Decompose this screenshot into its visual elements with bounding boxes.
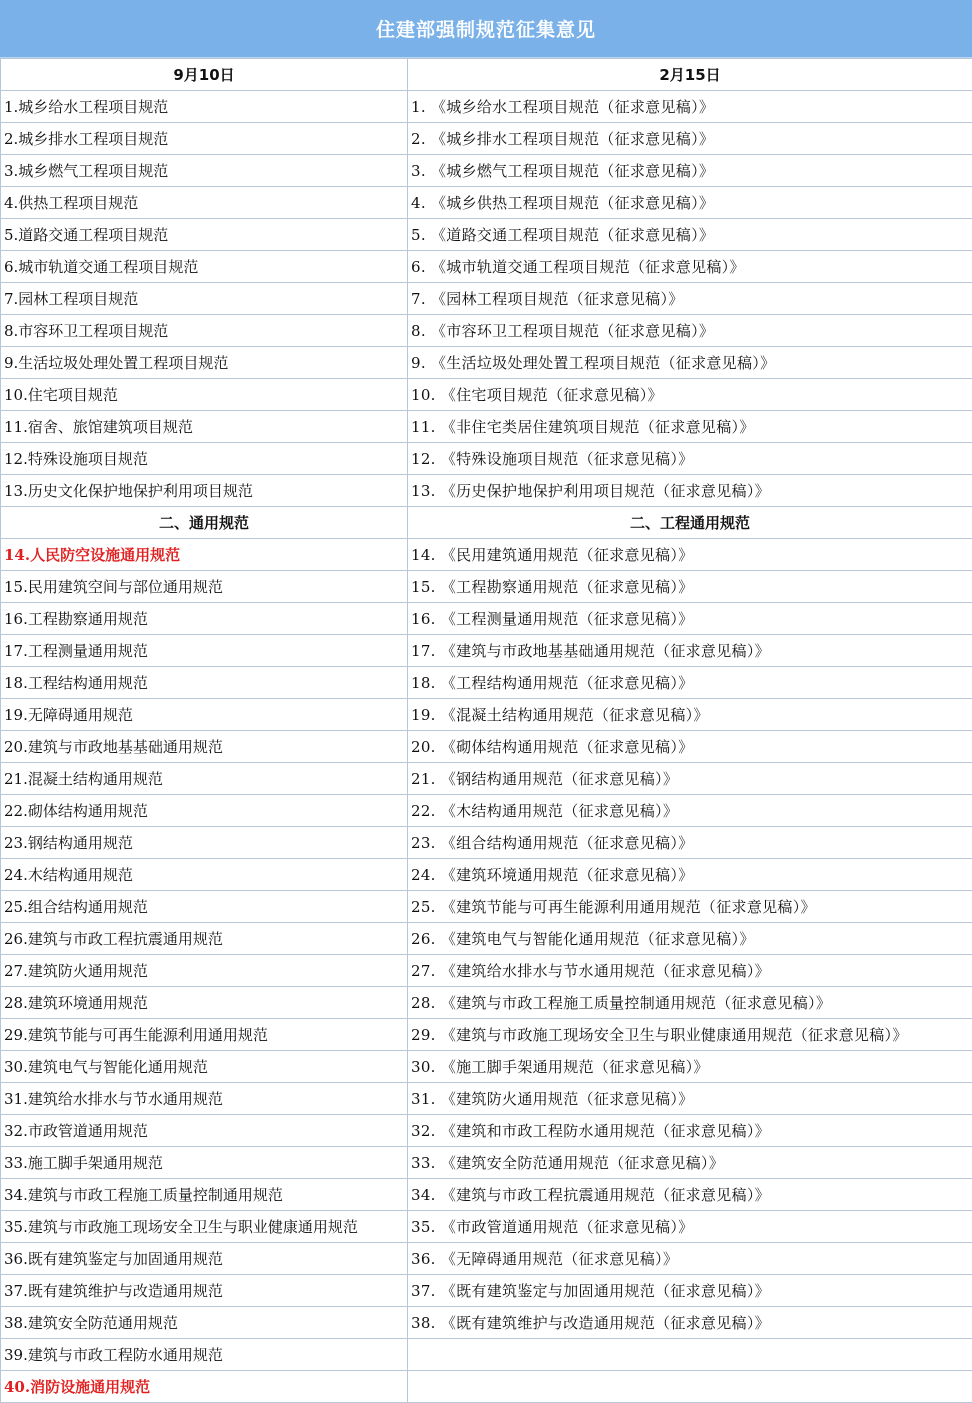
table-row	[1, 123, 972, 155]
table-cell-left: 30.建筑电气与智能化通用规范	[1, 1051, 408, 1083]
table-cell-left: 8.市容环卫工程项目规范	[1, 315, 408, 347]
table-cell-right: 11. 《非住宅类居住建筑项目规范（征求意见稿）》	[408, 411, 972, 443]
table-cell-left: 26.建筑与市政工程抗震通用规范	[1, 923, 408, 955]
table-cell-right: 3. 《城乡燃气工程项目规范（征求意见稿）》	[408, 155, 972, 187]
table-cell-right: 22. 《木结构通用规范（征求意见稿）》	[408, 795, 972, 827]
table-row	[1, 379, 972, 411]
table-cell-right: 28. 《建筑与市政工程施工质量控制通用规范（征求意见稿）》	[408, 987, 972, 1019]
table-row	[1, 795, 972, 827]
table-cell-left: 1.城乡给水工程项目规范	[1, 91, 408, 123]
table-row	[1, 155, 972, 187]
table-row	[1, 859, 972, 891]
table-cell-right: 29. 《建筑与市政施工现场安全卫生与职业健康通用规范（征求意见稿）》	[408, 1019, 972, 1051]
table-cell-left: 2.城乡排水工程项目规范	[1, 123, 408, 155]
table-cell-right: 1. 《城乡给水工程项目规范（征求意见稿）》	[408, 91, 972, 123]
table-cell-right: 18. 《工程结构通用规范（征求意见稿）》	[408, 667, 972, 699]
table-cell-right: 36. 《无障碍通用规范（征求意见稿）》	[408, 1243, 972, 1275]
table-cell-right: 25. 《建筑节能与可再生能源利用通用规范（征求意见稿）》	[408, 891, 972, 923]
table-cell-right: 38. 《既有建筑维护与改造通用规范（征求意见稿）》	[408, 1307, 972, 1339]
table-cell-right: 32. 《建筑和市政工程防水通用规范（征求意见稿）》	[408, 1115, 972, 1147]
table-row	[1, 315, 972, 347]
table-cell-left: 36.既有建筑鉴定与加固通用规范	[1, 1243, 408, 1275]
table-row	[1, 635, 972, 667]
table-row	[1, 1307, 972, 1339]
table-row	[1, 571, 972, 603]
table-cell-left: 24.木结构通用规范	[1, 859, 408, 891]
table-row	[1, 603, 972, 635]
table-cell-right: 9. 《生活垃圾处理处置工程项目规范（征求意见稿）》	[408, 347, 972, 379]
column-header-right: 2月15日	[408, 59, 972, 91]
section-header-row	[1, 507, 972, 539]
table-cell-right	[408, 1371, 972, 1403]
table-cell-left: 31.建筑给水排水与节水通用规范	[1, 1083, 408, 1115]
table-row	[1, 1339, 972, 1371]
table-row	[1, 1179, 972, 1211]
column-header-left: 9月10日	[1, 59, 408, 91]
table-row	[1, 1115, 972, 1147]
table-cell-right: 23. 《组合结构通用规范（征求意见稿）》	[408, 827, 972, 859]
table-row	[1, 219, 972, 251]
table-cell-left: 17.工程测量通用规范	[1, 635, 408, 667]
table-cell-left: 33.施工脚手架通用规范	[1, 1147, 408, 1179]
table-cell-left: 21.混凝土结构通用规范	[1, 763, 408, 795]
table-row	[1, 731, 972, 763]
table-cell-left: 37.既有建筑维护与改造通用规范	[1, 1275, 408, 1307]
table-row	[1, 443, 972, 475]
table-cell-right: 31. 《建筑防火通用规范（征求意见稿）》	[408, 1083, 972, 1115]
section-header-right: 二、工程通用规范	[408, 507, 972, 539]
table-cell-left: 35.建筑与市政施工现场安全卫生与职业健康通用规范	[1, 1211, 408, 1243]
table-cell-left: 14.人民防空设施通用规范	[1, 539, 408, 571]
table-cell-left: 25.组合结构通用规范	[1, 891, 408, 923]
table-cell-right: 13. 《历史保护地保护利用项目规范（征求意见稿）》	[408, 475, 972, 507]
table-cell-right: 19. 《混凝土结构通用规范（征求意见稿）》	[408, 699, 972, 731]
table-row	[1, 251, 972, 283]
table-cell-right	[408, 1339, 972, 1371]
table-cell-left: 27.建筑防火通用规范	[1, 955, 408, 987]
table-cell-right: 14. 《民用建筑通用规范（征求意见稿）》	[408, 539, 972, 571]
table-cell-left: 9.生活垃圾处理处置工程项目规范	[1, 347, 408, 379]
table-cell-right: 12. 《特殊设施项目规范（征求意见稿）》	[408, 443, 972, 475]
table-cell-left: 19.无障碍通用规范	[1, 699, 408, 731]
table-cell-right: 7. 《园林工程项目规范（征求意见稿）》	[408, 283, 972, 315]
table-cell-left: 4.供热工程项目规范	[1, 187, 408, 219]
table-cell-right: 2. 《城乡排水工程项目规范（征求意见稿）》	[408, 123, 972, 155]
table-cell-left: 7.园林工程项目规范	[1, 283, 408, 315]
table-cell-right: 16. 《工程测量通用规范（征求意见稿）》	[408, 603, 972, 635]
table-cell-left: 13.历史文化保护地保护利用项目规范	[1, 475, 408, 507]
table-cell-right: 27. 《建筑给水排水与节水通用规范（征求意见稿）》	[408, 955, 972, 987]
table-cell-left: 3.城乡燃气工程项目规范	[1, 155, 408, 187]
table-cell-left: 15.民用建筑空间与部位通用规范	[1, 571, 408, 603]
table-cell-left: 39.建筑与市政工程防水通用规范	[1, 1339, 408, 1371]
table-cell-left: 32.市政管道通用规范	[1, 1115, 408, 1147]
standards-table	[0, 58, 972, 1403]
table-cell-left: 40.消防设施通用规范	[1, 1371, 408, 1403]
table-row	[1, 923, 972, 955]
table-row	[1, 955, 972, 987]
table-cell-right: 34. 《建筑与市政工程抗震通用规范（征求意见稿）》	[408, 1179, 972, 1211]
table-cell-left: 18.工程结构通用规范	[1, 667, 408, 699]
table-cell-right: 37. 《既有建筑鉴定与加固通用规范（征求意见稿）》	[408, 1275, 972, 1307]
table-cell-right: 21. 《钢结构通用规范（征求意见稿）》	[408, 763, 972, 795]
section-header-left: 二、通用规范	[1, 507, 408, 539]
table-cell-left: 34.建筑与市政工程施工质量控制通用规范	[1, 1179, 408, 1211]
table-cell-right: 4. 《城乡供热工程项目规范（征求意见稿）》	[408, 187, 972, 219]
table-row	[1, 1371, 972, 1403]
table-row	[1, 347, 972, 379]
table-row	[1, 891, 972, 923]
table-row	[1, 283, 972, 315]
table-row	[1, 1211, 972, 1243]
table-cell-left: 29.建筑节能与可再生能源利用通用规范	[1, 1019, 408, 1051]
table-row	[1, 1083, 972, 1115]
table-cell-left: 20.建筑与市政地基基础通用规范	[1, 731, 408, 763]
table-cell-right: 17. 《建筑与市政地基基础通用规范（征求意见稿）》	[408, 635, 972, 667]
table-cell-left: 16.工程勘察通用规范	[1, 603, 408, 635]
page-title: 住建部强制规范征集意见	[0, 0, 972, 58]
table-cell-right: 5. 《道路交通工程项目规范（征求意见稿）》	[408, 219, 972, 251]
table-row	[1, 763, 972, 795]
table-cell-left: 38.建筑安全防范通用规范	[1, 1307, 408, 1339]
table-row	[1, 1275, 972, 1307]
table-cell-left: 11.宿舍、旅馆建筑项目规范	[1, 411, 408, 443]
table-cell-right: 30. 《施工脚手架通用规范（征求意见稿）》	[408, 1051, 972, 1083]
table-cell-right: 15. 《工程勘察通用规范（征求意见稿）》	[408, 571, 972, 603]
table-cell-left: 5.道路交通工程项目规范	[1, 219, 408, 251]
table-cell-left: 23.钢结构通用规范	[1, 827, 408, 859]
table-row	[1, 987, 972, 1019]
table-row	[1, 187, 972, 219]
table-cell-right: 24. 《建筑环境通用规范（征求意见稿）》	[408, 859, 972, 891]
table-cell-left: 28.建筑环境通用规范	[1, 987, 408, 1019]
table-cell-right: 35. 《市政管道通用规范（征求意见稿）》	[408, 1211, 972, 1243]
table-cell-right: 8. 《市容环卫工程项目规范（征求意见稿）》	[408, 315, 972, 347]
table-header-row	[1, 59, 972, 91]
table-row	[1, 1243, 972, 1275]
table-row	[1, 539, 972, 571]
table-cell-left: 6.城市轨道交通工程项目规范	[1, 251, 408, 283]
table-row	[1, 91, 972, 123]
table-row	[1, 1051, 972, 1083]
table-row	[1, 411, 972, 443]
table-row	[1, 1147, 972, 1179]
table-cell-right: 20. 《砌体结构通用规范（征求意见稿）》	[408, 731, 972, 763]
table-cell-right: 6. 《城市轨道交通工程项目规范（征求意见稿）》	[408, 251, 972, 283]
table-cell-right: 26. 《建筑电气与智能化通用规范（征求意见稿）》	[408, 923, 972, 955]
table-row	[1, 827, 972, 859]
table-row	[1, 1019, 972, 1051]
standards-table-body	[1, 59, 972, 1403]
table-cell-left: 22.砌体结构通用规范	[1, 795, 408, 827]
table-row	[1, 667, 972, 699]
table-row	[1, 475, 972, 507]
table-cell-left: 12.特殊设施项目规范	[1, 443, 408, 475]
table-cell-right: 10. 《住宅项目规范（征求意见稿）》	[408, 379, 972, 411]
table-cell-right: 33. 《建筑安全防范通用规范（征求意见稿）》	[408, 1147, 972, 1179]
table-cell-left: 10.住宅项目规范	[1, 379, 408, 411]
table-row	[1, 699, 972, 731]
